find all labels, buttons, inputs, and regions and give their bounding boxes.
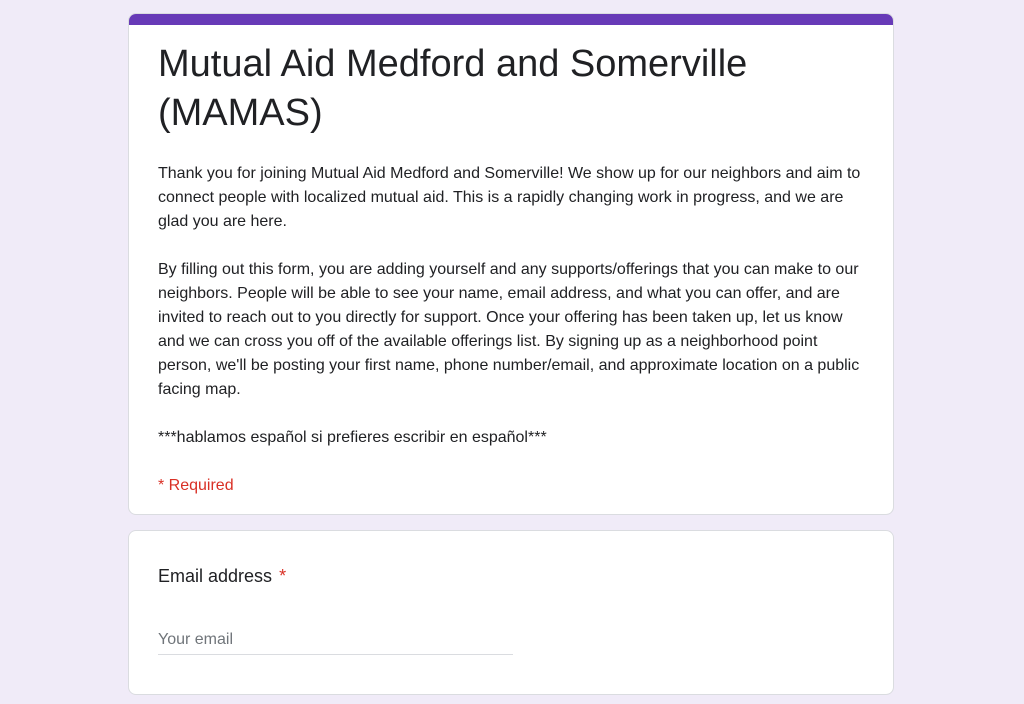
form-title: Mutual Aid Medford and Somerville (MAMAS) — [158, 43, 748, 134]
form-description — [158, 162, 870, 450]
form-header-card — [128, 13, 894, 515]
description-paragraph-privacy: By filling out this form, you are adding yourself and any supports/offerings that you can make to our neighbors. People will be able to see your name, email address, and what you can offer, and are invited to reach out to you directly for support. Once your offering has been taken up, let us know and we can cross you off of the available offerings list. By signing up as a neighborhood point person, we'll be posting your first name, phone number/email, and approximate location on a public facing map. — [158, 261, 860, 398]
description-paragraph-intro: Thank you for joining Mutual Aid Medford and Somerville! We show up for our neighbors and aim to connect people with localized mutual aid. This is a rapidly changing work in progress, and we are glad you are here. — [158, 165, 861, 230]
email-question-label — [158, 564, 286, 588]
required-note: * Required — [158, 477, 234, 494]
email-question-card — [128, 530, 894, 695]
description-paragraph-spanish: ***hablamos español si prefieres escribir en español*** — [158, 429, 547, 446]
email-question-title: Email address — [158, 566, 273, 586]
theme-accent-bar — [129, 14, 893, 25]
required-asterisk: * — [279, 566, 287, 586]
email-input[interactable] — [158, 625, 513, 655]
